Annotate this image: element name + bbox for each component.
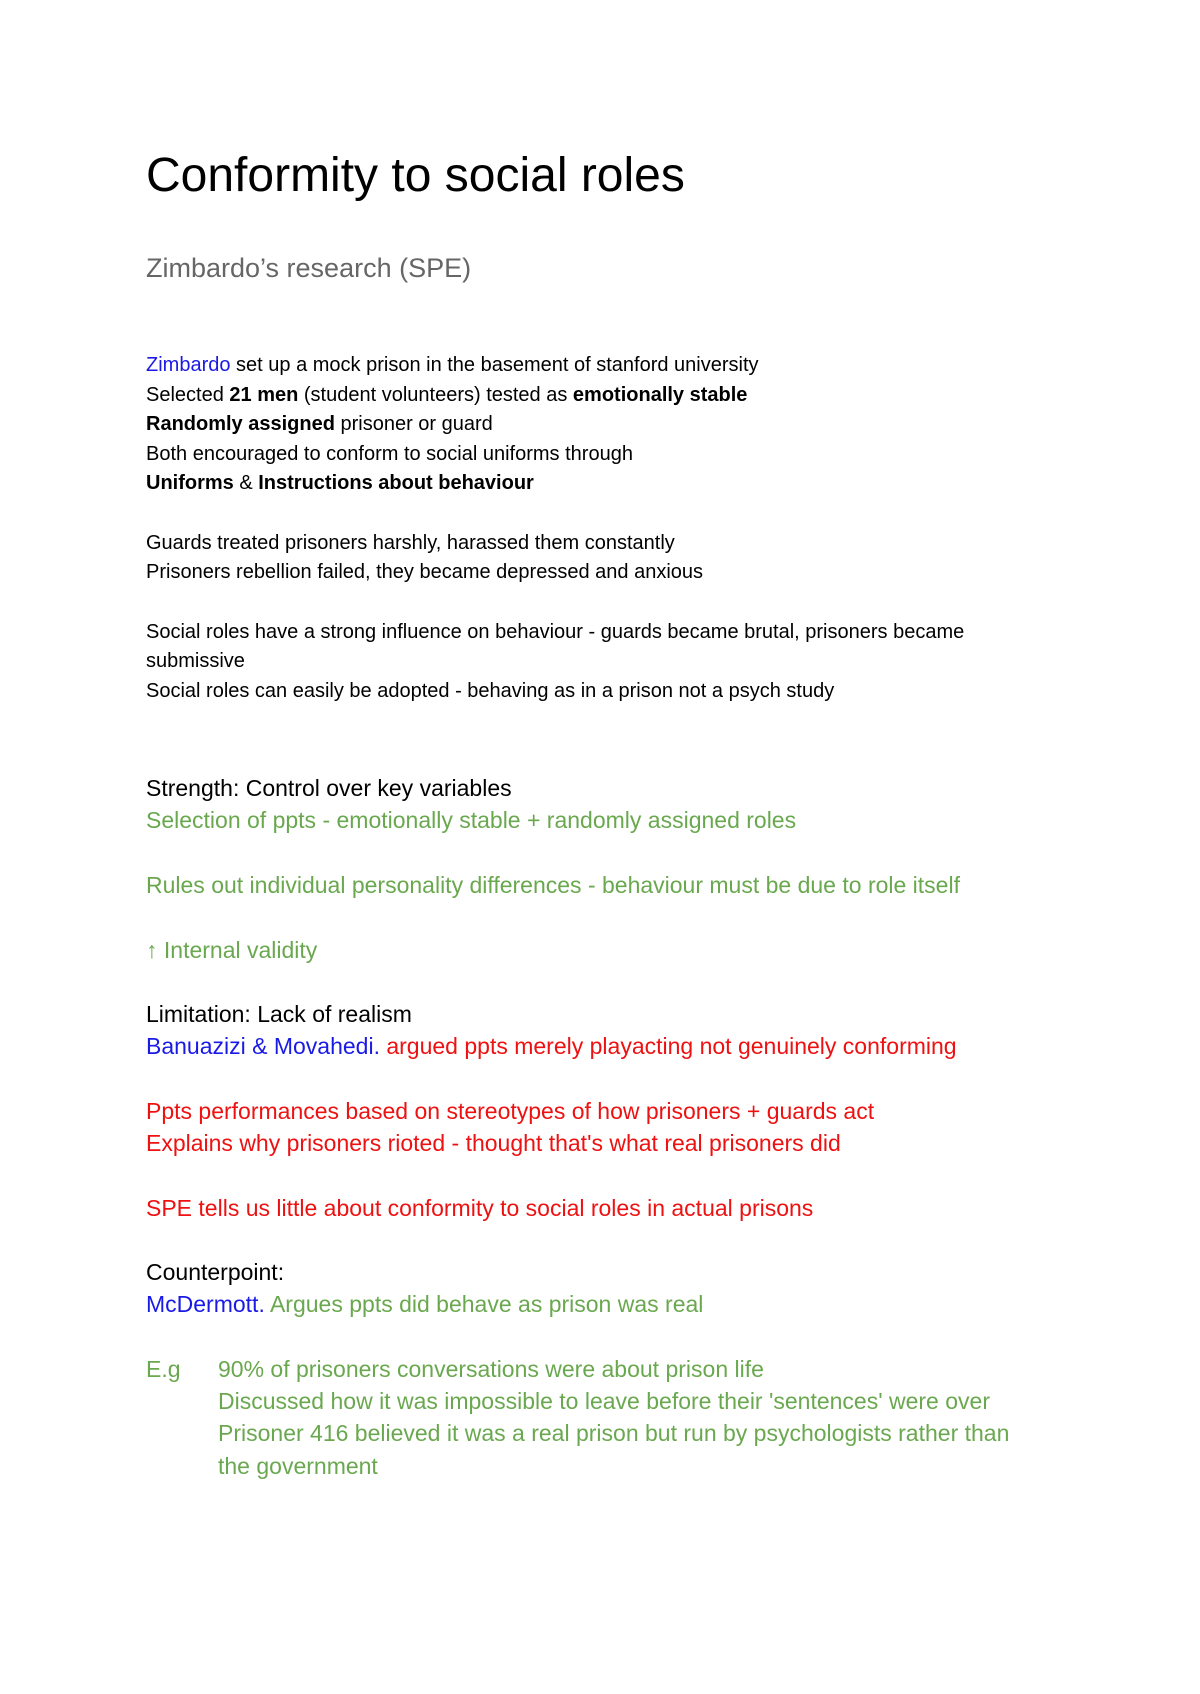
counterpoint-heading: Counterpoint: (146, 1259, 285, 1285)
counterpoint-point-1: McDermott. Argues ppts did behave as prison was real (146, 1291, 704, 1317)
example-line: 90% of prisoners conversations were about prison life (218, 1356, 764, 1382)
researcher-name: Zimbardo (146, 354, 231, 376)
summary-line-3: Randomly assigned prisoner or guard (146, 413, 493, 435)
strength-point-3: ↑ Internal validity (146, 937, 318, 963)
conclusion-line-2: Social roles can easily be adopted - behaving as in a prison not a psych study (146, 680, 835, 702)
limitation-point-3: Explains why prisoners rioted - thought that's what real prisoners did (146, 1130, 841, 1156)
strength-point-1: Selection of ppts - emotionally stable + randomly assigned roles (146, 807, 797, 833)
page-title: Conformity to social roles (146, 149, 685, 202)
findings-line-2: Prisoners rebellion failed, they became depressed and anxious (146, 561, 704, 583)
limitation-point-1: Banuazizi & Movahedi. argued ppts merely playacting not genuinely conforming (146, 1033, 957, 1059)
conclusion-line-1: Social roles have a strong influence on behaviour - guards became brutal, prisoners became (146, 621, 965, 643)
conclusion-line-1-cont: submissive (146, 650, 245, 672)
limitation-heading: Limitation: Lack of realism (146, 1001, 412, 1027)
page-subtitle: Zimbardo’s research (SPE) (146, 253, 472, 283)
example-line: Prisoner 416 believed it was a real prison but run by psychologists rather than (218, 1420, 1010, 1446)
example-label: E.g (146, 1356, 181, 1382)
example-line: the government (218, 1453, 378, 1479)
counterpoint-researcher: McDermott. (146, 1291, 265, 1317)
limitation-point-2: Ppts performances based on stereotypes of how prisoners + guards act (146, 1098, 875, 1124)
strength-point-2: Rules out individual personality differences - behaviour must be due to role itself (146, 872, 960, 898)
summary-line-2: Selected 21 men (student volunteers) tested as emotionally stable (146, 384, 748, 406)
example-line: Discussed how it was impossible to leave before their 'sentences' were over (218, 1388, 990, 1414)
findings-line-1: Guards treated prisoners harshly, harassed them constantly (146, 532, 675, 554)
limitation-point-4: SPE tells us little about conformity to social roles in actual prisons (146, 1195, 814, 1221)
summary-line-1: Zimbardo set up a mock prison in the basement of stanford university (146, 354, 759, 376)
strength-heading: Strength: Control over key variables (146, 775, 512, 801)
summary-line-4: Both encouraged to conform to social uniforms through (146, 443, 633, 465)
summary-line-5: Uniforms & Instructions about behaviour (146, 472, 534, 494)
limitation-researchers: Banuazizi & Movahedi. (146, 1033, 380, 1059)
